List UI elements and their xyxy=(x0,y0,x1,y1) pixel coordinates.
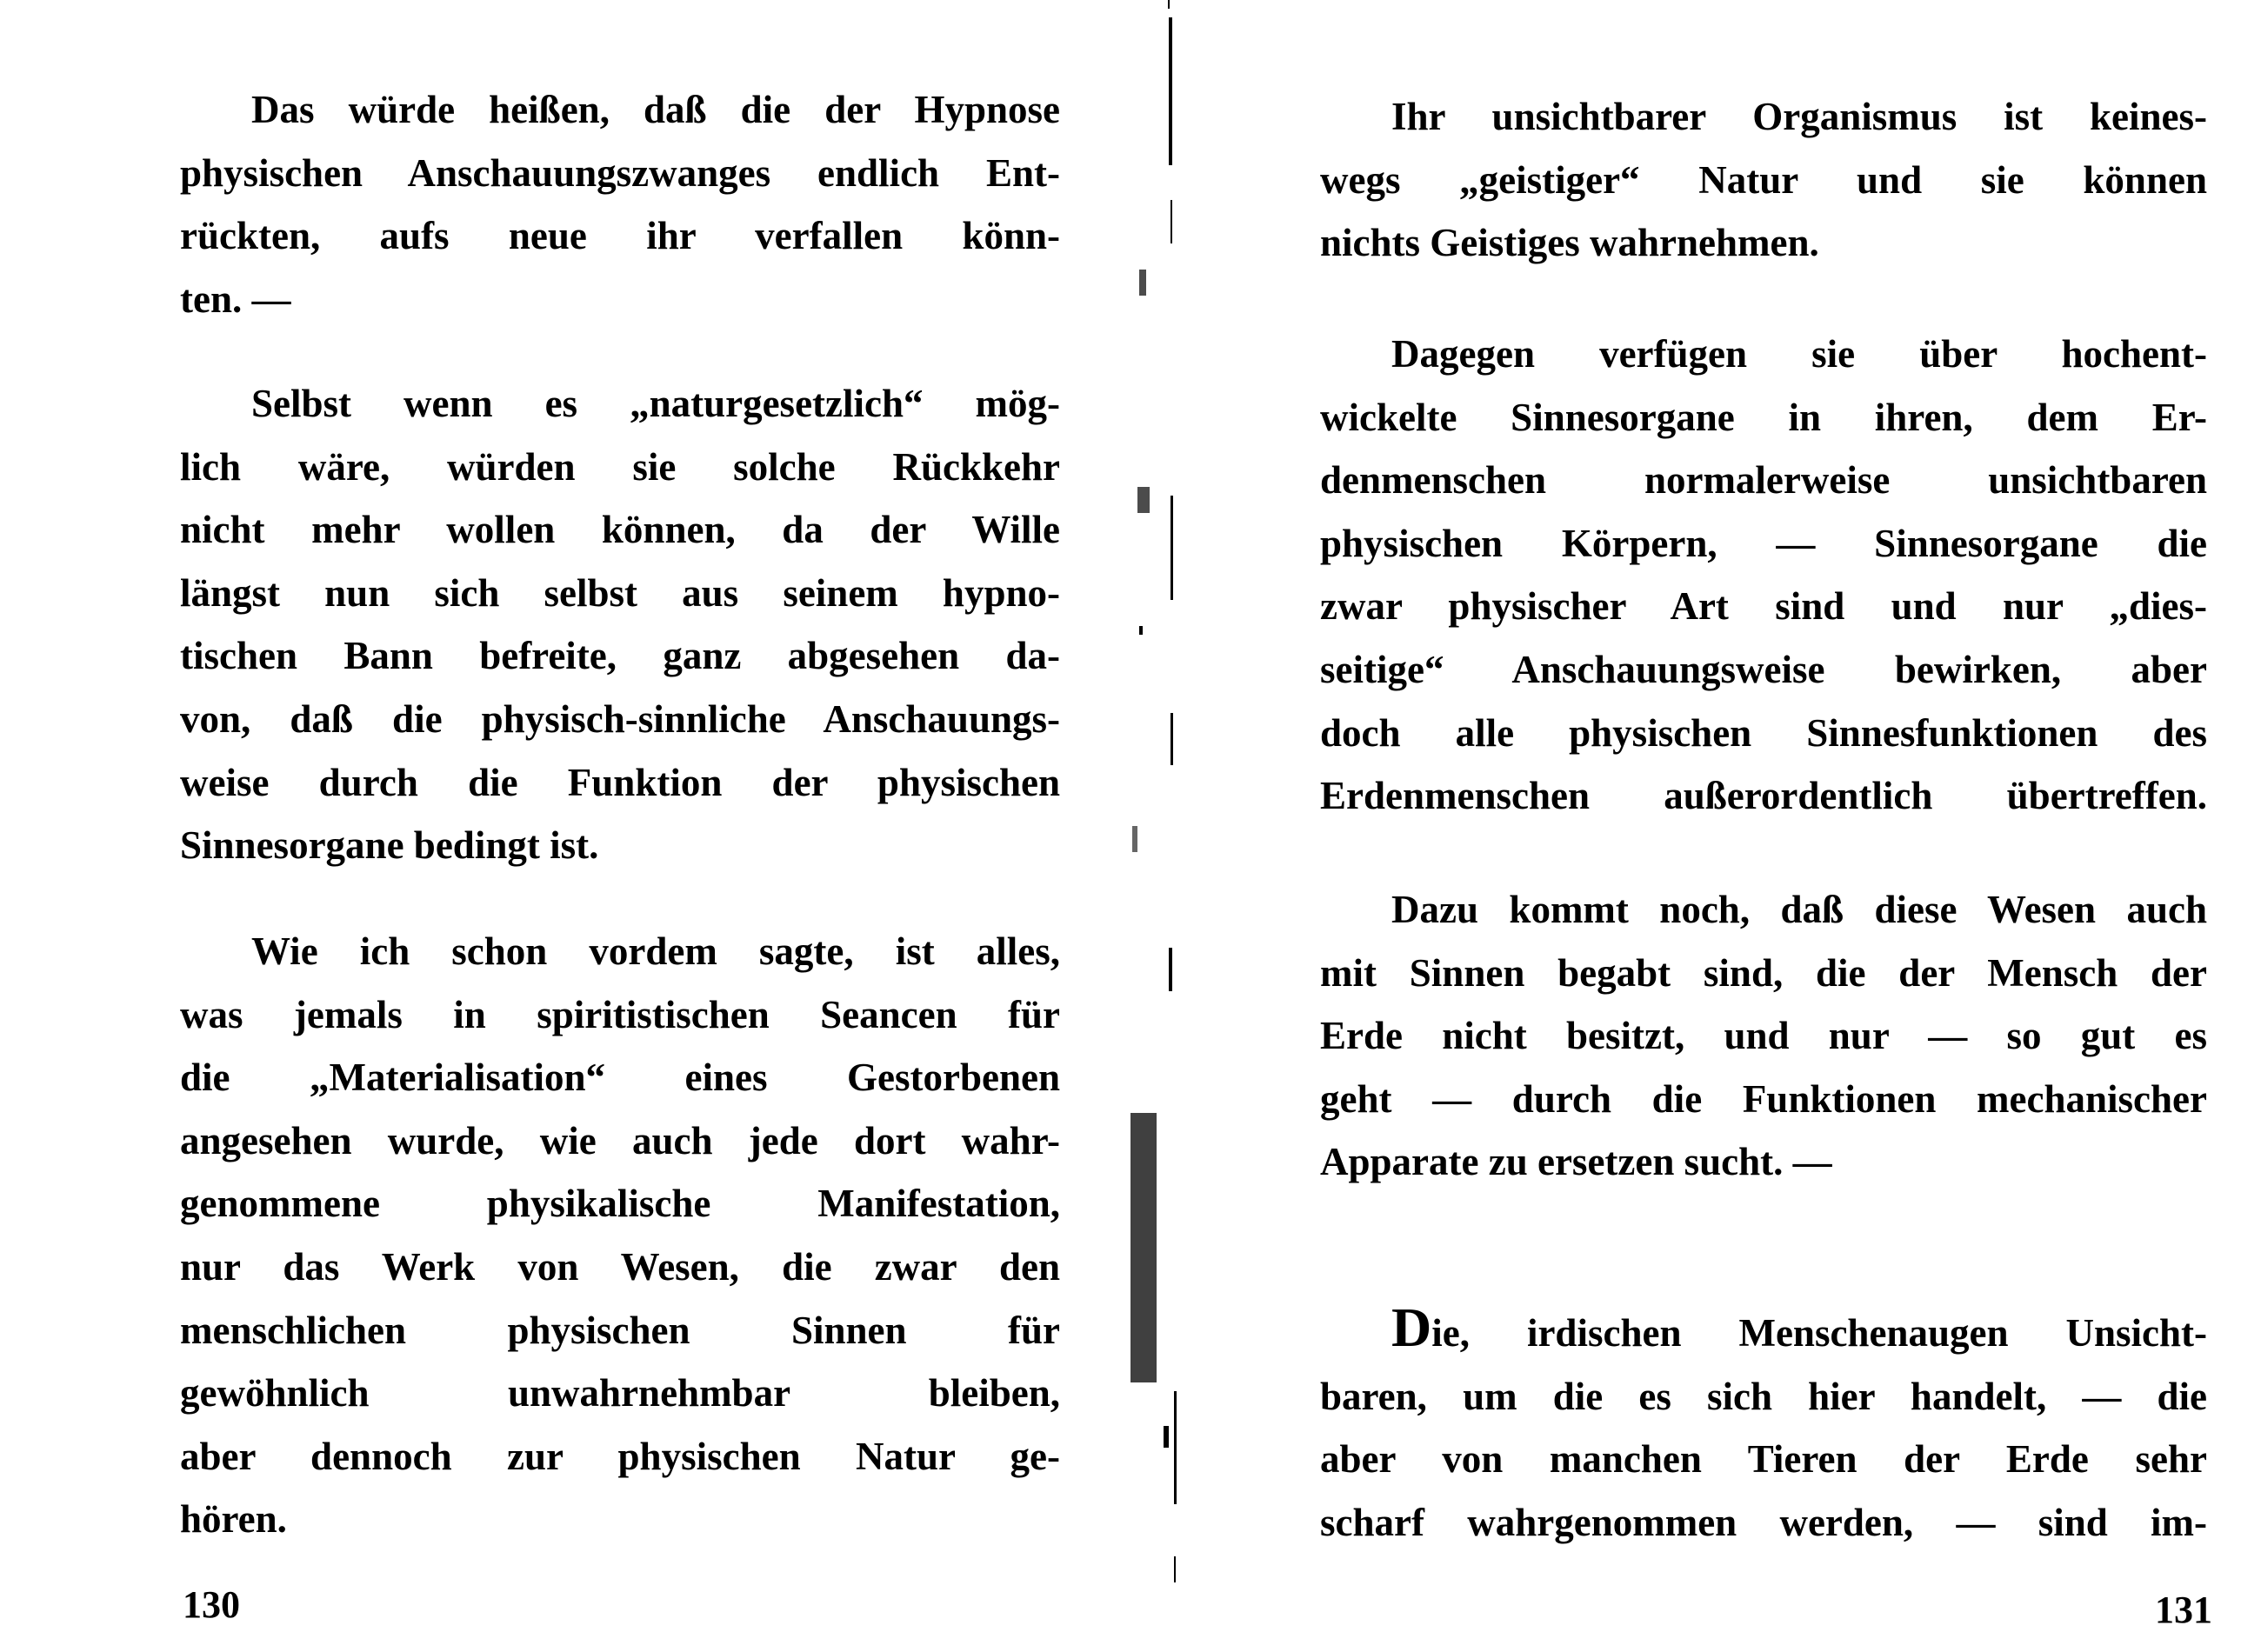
paragraph xyxy=(180,372,1060,877)
paragraph xyxy=(1320,323,2207,828)
text-line: hören. xyxy=(180,1497,287,1542)
text-line: ten. — xyxy=(180,276,291,321)
text-line: zwar physischer Art sind und nur „dies- xyxy=(1320,584,2207,629)
text-line: tischen Bann befreite, ganz abgesehen da- xyxy=(180,634,1060,678)
text-line: Wie ich schon vordem sagte, ist alles, xyxy=(251,929,1060,973)
text-line: Selbst wenn es „naturgesetzlich“ mög- xyxy=(251,382,1060,425)
text-line: seitige“ Anschauungsweise bewirken, aber xyxy=(1320,647,2207,691)
text-line: was jemals in spiritistischen Seancen für xyxy=(180,992,1060,1036)
text-line: physischen Anschauungszwanges endlich Ent- xyxy=(180,150,1060,195)
paragraph xyxy=(180,78,1060,330)
text-line: physischen Körpern, — Sinnesorgane die xyxy=(1320,521,2207,565)
text-line-rest: ie, irdischen Menschenaugen Unsicht- xyxy=(1431,1311,2207,1355)
paragraph xyxy=(1320,85,2207,275)
text-line: Erde nicht besitzt, und nur — so gut es xyxy=(1320,1014,2207,1058)
text-line: lich wäre, würden sie solche Rückkehr xyxy=(180,444,1060,489)
text-line: Das würde heißen, daß die der Hypnose xyxy=(251,88,1060,131)
paragraph xyxy=(1320,878,2207,1194)
text-line: Erdenmenschen außerordentlich übertreffen. xyxy=(1320,774,2207,818)
text-line xyxy=(1320,1296,2207,1365)
initial-letter: D xyxy=(1391,1296,1432,1358)
text-line: geht — durch die Funktionen mechanischer xyxy=(1320,1076,2207,1121)
page-number: 131 xyxy=(2155,1589,2212,1631)
paragraph xyxy=(1320,1296,2207,1554)
text-line: nur das Werk von Wesen, die zwar den xyxy=(180,1244,1060,1289)
text-line: genommene physikalische Manifestation, xyxy=(180,1182,1060,1226)
page-number: 130 xyxy=(183,1583,240,1626)
text-line: weise durch die Funktion der physischen xyxy=(180,760,1060,804)
text-line: Dagegen verfügen sie über hochent- xyxy=(1391,332,2207,376)
text-line: scharf wahrgenommen werden, — sind im- xyxy=(1320,1500,2207,1544)
text-line: wickelte Sinnesorgane in ihren, dem Er- xyxy=(1320,395,2207,439)
text-line: baren, um die es sich hier handelt, — die xyxy=(1320,1374,2207,1418)
text-line: doch alle physischen Sinnesfunktionen des xyxy=(1320,710,2207,755)
text-line: längst nun sich selbst aus seinem hypno- xyxy=(180,570,1060,615)
text-line: Sinnesorgane bedingt ist. xyxy=(180,823,599,868)
paragraph xyxy=(180,920,1060,1551)
text-line: die „Materialisation“ eines Gestorbenen xyxy=(180,1056,1060,1100)
text-line: rückten, aufs neue ihr verfallen könn- xyxy=(180,214,1060,258)
text-line: nicht mehr wollen können, da der Wille xyxy=(180,508,1060,552)
text-line: denmenschen normalerweise unsichtbaren xyxy=(1320,458,2207,503)
text-line: gewöhnlich unwahrnehmbar bleiben, xyxy=(180,1371,1060,1416)
text-line: aber von manchen Tieren der Erde sehr xyxy=(1320,1437,2207,1482)
text-line: mit Sinnen begabt sind, die der Mensch der xyxy=(1320,950,2207,995)
text-line: Ihr unsichtbarer Organismus ist keines- xyxy=(1391,95,2207,138)
text-line: menschlichen physischen Sinnen für xyxy=(180,1308,1060,1352)
text-line: von, daß die physisch-sinnliche Anschauungs- xyxy=(180,696,1060,741)
text-line: Apparate zu ersetzen sucht. — xyxy=(1320,1140,1832,1184)
text-line: wegs „geistiger“ Natur und sie können xyxy=(1320,157,2207,202)
text-line: nichts Geistiges wahrnehmen. xyxy=(1320,221,1819,265)
text-line: Dazu kommt noch, daß diese Wesen auch xyxy=(1391,888,2207,931)
text-line: aber dennoch zur physischen Natur ge- xyxy=(180,1434,1060,1478)
right-page xyxy=(1191,0,2261,1652)
text-line: angesehen wurde, wie auch jede dort wahr- xyxy=(180,1118,1060,1162)
